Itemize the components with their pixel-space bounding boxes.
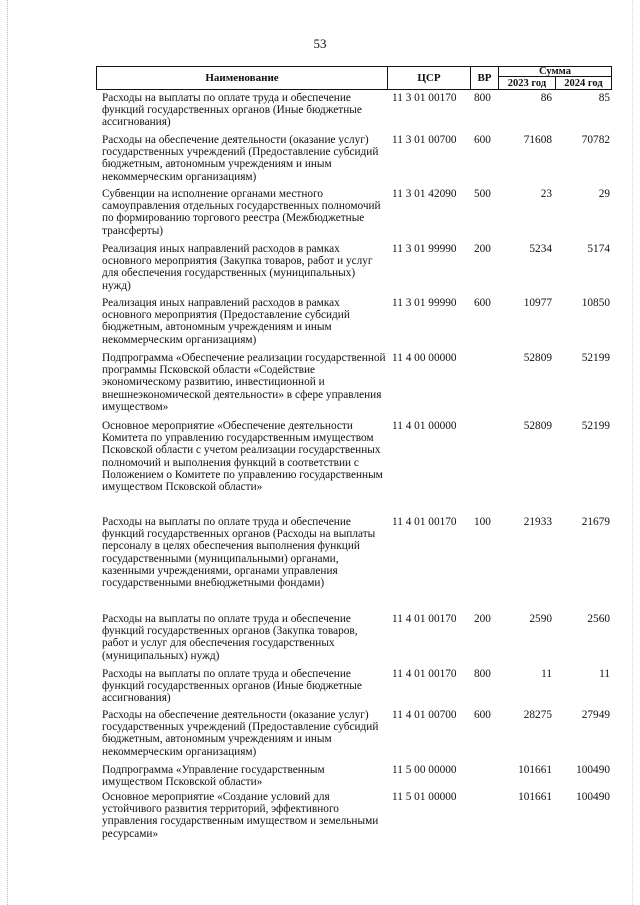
row-name: Расходы на выплаты по оплате труда и обеспечение функций государственных органов (Иные бюджетные ассигнования) <box>102 668 362 705</box>
row-sum-2023: 101661 <box>518 791 552 803</box>
row-name: Расходы на обеспечение деятельности (оказание услуг) государственных учреждений (Предоставление субсидий бюджетным, автономным учреждениям и иным некоммерческим организациям) <box>102 134 379 183</box>
row-sum-2023: 71608 <box>523 134 552 146</box>
row-vr: 200 <box>474 613 491 625</box>
row-sum-2024: 100490 <box>576 791 610 803</box>
row-sum-2023: 52809 <box>523 420 552 432</box>
row-sum-2023: 2590 <box>529 613 552 625</box>
page-number: 53 <box>313 36 327 51</box>
left-margin-dots <box>7 0 8 905</box>
header-vr: ВР <box>470 66 499 90</box>
row-csr: 11 4 01 00170 <box>392 613 457 625</box>
row-csr: 11 3 01 99990 <box>392 297 457 309</box>
row-name: Расходы на выплаты по оплате труда и обеспечение функций государственных органов (Закупка товаров, работ и услуг для обеспечения государственных (муниципальных) нужд) <box>102 613 358 662</box>
row-sum-2023: 52809 <box>523 352 552 364</box>
row-sum-2024: 70782 <box>581 134 610 146</box>
row-name: Подпрограмма «Управление государственным имуществом Псковской области» <box>102 764 325 789</box>
row-sum-2024: 5174 <box>587 243 610 255</box>
row-csr: 11 5 01 00000 <box>392 791 457 803</box>
row-csr: 11 4 01 00170 <box>392 516 457 528</box>
row-sum-2024: 27949 <box>581 709 610 721</box>
row-vr: 600 <box>474 134 491 146</box>
row-name: Реализация иных направлений расходов в рамках основного мероприятия (Закупка товаров, работ и услуг для обеспечения государственных (муниципальных) нужд) <box>102 243 373 292</box>
row-name: Расходы на выплаты по оплате труда и обеспечение функций государственных органов (Расходы на выплаты персоналу в целях обеспечения выполнения функций государственными (муниципальными) органами, казенными учреждениями, органами управления государственными внебюджетными фондами) <box>102 516 376 590</box>
row-sum-2023: 28275 <box>523 709 552 721</box>
row-vr: 600 <box>474 297 491 309</box>
row-sum-2023: 21933 <box>523 516 552 528</box>
row-sum-2023: 10977 <box>523 297 552 309</box>
row-sum-2023: 86 <box>540 92 552 104</box>
row-csr: 11 5 00 00000 <box>392 764 457 776</box>
row-name: Основное мероприятие «Обеспечение деятельности Комитета по управлению государственным имуществом Псковской области с учетом реализации государственных полномочий и выполнения функций в соответствии с Положением о Комитете по управлению государственным имуществом Псковской области» <box>102 420 383 494</box>
header-year-2023: 2023 год <box>498 76 556 90</box>
row-csr: 11 3 01 42090 <box>392 188 457 200</box>
header-year-2024: 2024 год <box>555 76 612 90</box>
row-vr: 800 <box>474 92 491 104</box>
row-sum-2023: 23 <box>540 188 552 200</box>
row-name: Расходы на обеспечение деятельности (оказание услуг) государственных учреждений (Предоставление субсидий бюджетным, автономным учреждениям и иным некоммерческим организациям) <box>102 709 379 758</box>
row-sum-2023: 11 <box>541 668 552 680</box>
row-sum-2024: 29 <box>598 188 610 200</box>
row-sum-2024: 52199 <box>581 420 610 432</box>
row-csr: 11 3 01 00170 <box>392 92 457 104</box>
row-vr: 100 <box>474 516 491 528</box>
row-name: Субвенции на исполнение органами местного самоуправления отдельных государственных полномочий по формированию торгового реестра (Межбюджетные трансферты) <box>102 188 381 237</box>
header-sum: Сумма <box>498 66 612 77</box>
row-sum-2024: 100490 <box>576 764 610 776</box>
row-csr: 11 3 01 00700 <box>392 134 457 146</box>
row-csr: 11 4 00 00000 <box>392 352 457 364</box>
row-sum-2024: 11 <box>599 668 610 680</box>
row-csr: 11 3 01 99990 <box>392 243 457 255</box>
row-csr: 11 4 01 00000 <box>392 420 457 432</box>
header-csr: ЦСР <box>387 66 471 90</box>
row-name: Реализация иных направлений расходов в рамках основного мероприятия (Предоставление субсидий бюджетным, автономным учреждениям и иным некоммерческим организациям) <box>102 297 350 346</box>
row-name: Расходы на выплаты по оплате труда и обеспечение функций государственных органов (Иные бюджетные ассигнования) <box>102 92 362 129</box>
row-sum-2024: 21679 <box>581 516 610 528</box>
row-vr: 600 <box>474 709 491 721</box>
row-sum-2024: 52199 <box>581 352 610 364</box>
row-csr: 11 4 01 00700 <box>392 709 457 721</box>
row-sum-2024: 85 <box>598 92 610 104</box>
row-name: Основное мероприятие «Создание условий для устойчивого развития территорий, эффективного управления государственным имуществом и земельными ресурсами» <box>102 791 379 840</box>
row-vr: 800 <box>474 668 491 680</box>
right-margin-dots <box>632 0 633 905</box>
row-vr: 200 <box>474 243 491 255</box>
row-sum-2024: 10850 <box>581 297 610 309</box>
row-sum-2024: 2560 <box>587 613 610 625</box>
header-name: Наименование <box>96 66 388 90</box>
row-sum-2023: 5234 <box>529 243 552 255</box>
row-sum-2023: 101661 <box>518 764 552 776</box>
row-name: Подпрограмма «Обеспечение реализации государственной программы Псковской области «Содействие экономическому развитию, инвестиционной и внешнеэкономической деятельности» в сфере управления имуществом» <box>102 352 386 413</box>
row-vr: 500 <box>474 188 491 200</box>
row-csr: 11 4 01 00170 <box>392 668 457 680</box>
